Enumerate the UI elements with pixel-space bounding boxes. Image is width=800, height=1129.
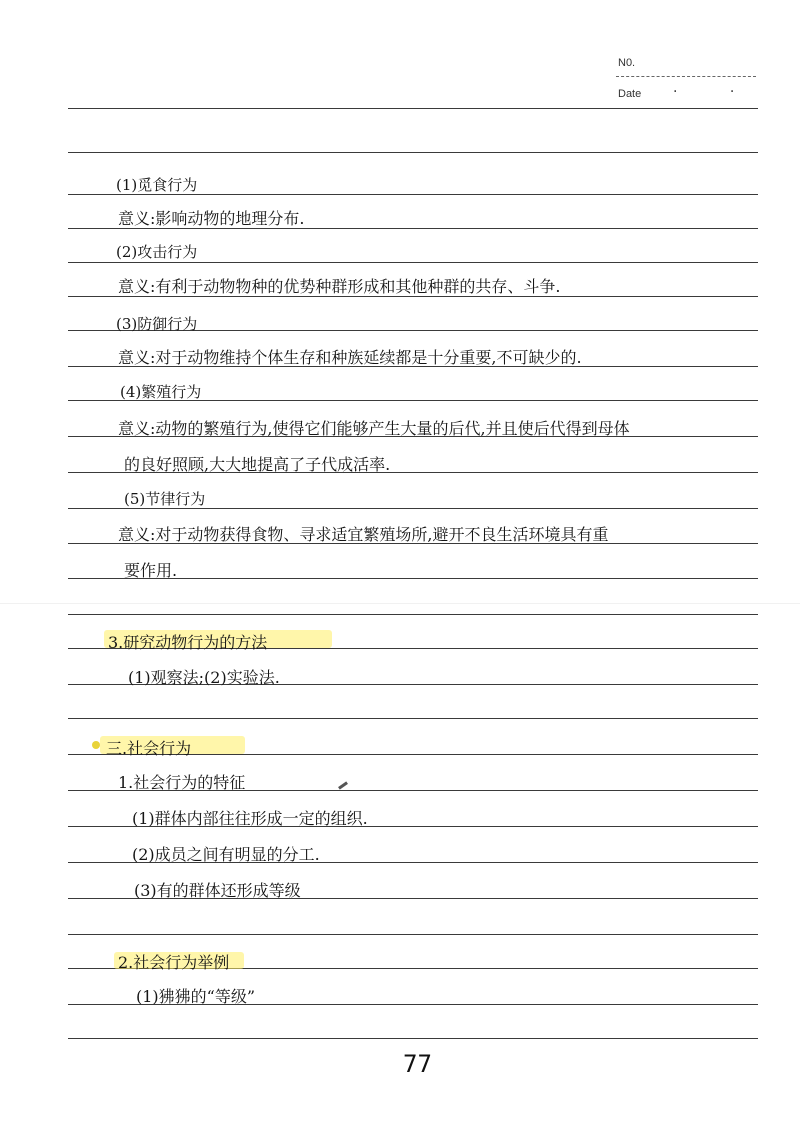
reproduction-meaning-cont: 的良好照顾,大大地提高了子代成活率. — [124, 455, 391, 474]
ruled-line — [68, 934, 758, 935]
defense-heading: (3)防御行为 — [116, 315, 198, 333]
header-date-separators: · · — [673, 84, 759, 100]
header-no-label: N0. — [618, 57, 636, 69]
ruled-line — [68, 614, 758, 615]
ruled-line — [68, 718, 758, 719]
ruled-line — [68, 262, 758, 263]
header-date-label: Date — [618, 88, 642, 100]
attack-meaning: 意义:有利于动物物种的优势种群形成和其他种群的共存、斗争. — [118, 277, 561, 296]
page-fold-line — [0, 603, 800, 604]
page-number: 77 — [403, 1050, 432, 1078]
method-list: (1)观察法;(2)实验法. — [128, 668, 280, 687]
social-examples-heading: 2.社会行为举例 — [118, 953, 230, 972]
social-behavior-heading: 三.社会行为 — [106, 739, 192, 758]
defense-meaning: 意义:对于动物维持个体生存和种族延续都是十分重要,不可缺少的. — [118, 348, 582, 367]
foraging-meaning: 意义:影响动物的地理分布. — [118, 209, 305, 228]
reproduction-meaning: 意义:动物的繁殖行为,使得它们能够产生大量的后代,并且使后代得到母体 — [118, 419, 630, 438]
header-dashed-line — [616, 76, 756, 77]
ruled-line — [68, 152, 758, 153]
pen-mark — [338, 781, 348, 789]
ruled-line — [68, 108, 758, 109]
highlight-dot — [92, 741, 100, 749]
example-1: (1)狒狒的“等级” — [136, 987, 256, 1006]
ruled-line — [68, 1038, 758, 1039]
reproduction-heading: (4)繁殖行为 — [120, 383, 202, 401]
rhythm-meaning: 意义:对于动物获得食物、寻求适宜繁殖场所,避开不良生活环境具有重 — [118, 525, 609, 544]
social-features-heading: 1.社会行为的特征 — [118, 773, 246, 792]
rhythm-heading: (5)节律行为 — [124, 490, 206, 508]
foraging-heading: (1)觅食行为 — [116, 176, 198, 194]
feature-3: (3)有的群体还形成等级 — [134, 881, 301, 900]
method-heading: 3.研究动物行为的方法 — [108, 633, 268, 652]
attack-heading: (2)攻击行为 — [116, 243, 198, 261]
rhythm-meaning-cont: 要作用. — [124, 561, 178, 580]
feature-2: (2)成员之间有明显的分工. — [132, 845, 320, 864]
feature-1: (1)群体内部往往形成一定的组织. — [132, 809, 368, 828]
